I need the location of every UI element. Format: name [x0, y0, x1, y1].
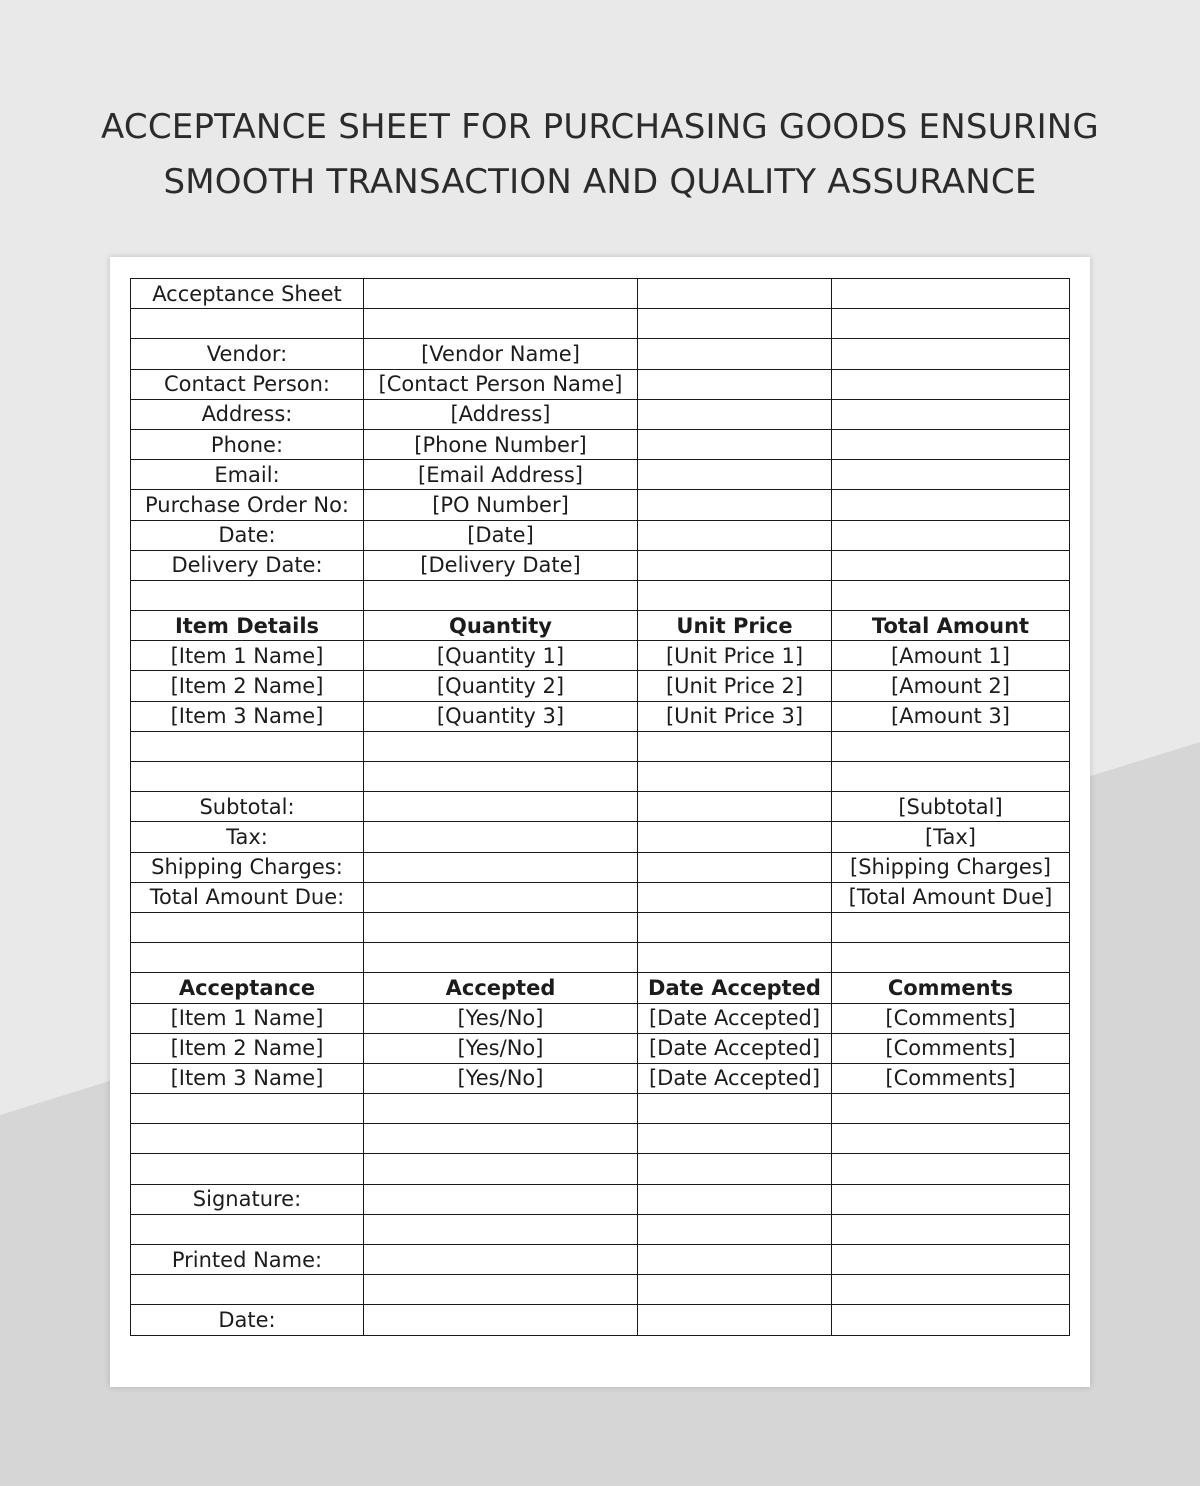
- contact-person-value[interactable]: [Contact Person Name]: [364, 369, 638, 399]
- accepted-value[interactable]: [Yes/No]: [364, 1033, 638, 1063]
- item-name[interactable]: [Item 3 Name]: [131, 701, 364, 731]
- vendor-label: Vendor:: [131, 339, 364, 369]
- sheet-heading: Acceptance Sheet: [131, 279, 364, 309]
- table-row: [131, 520, 1070, 550]
- total-amount-due-value[interactable]: [Total Amount Due]: [832, 882, 1070, 912]
- table-row-empty: [131, 1124, 1070, 1154]
- vendor-value[interactable]: [Vendor Name]: [364, 339, 638, 369]
- table-row-empty: [131, 1214, 1070, 1244]
- subtotal-label: Subtotal:: [131, 792, 364, 822]
- printed-name-field[interactable]: [364, 1245, 638, 1275]
- totals-row: [131, 792, 1070, 822]
- shipping-charges-label: Shipping Charges:: [131, 852, 364, 882]
- tax-value[interactable]: [Tax]: [832, 822, 1070, 852]
- table-row-empty: [131, 731, 1070, 761]
- item-name[interactable]: [Item 2 Name]: [131, 671, 364, 701]
- signature-label: Signature:: [131, 1184, 364, 1214]
- item-unit-price[interactable]: [Unit Price 1]: [638, 641, 832, 671]
- date-accepted-value[interactable]: [Date Accepted]: [638, 1033, 832, 1063]
- title-line-1: ACCEPTANCE SHEET FOR PURCHASING GOODS ENSURING: [101, 107, 1099, 147]
- acceptance-header-row: [131, 973, 1070, 1003]
- table-row-empty: [131, 1094, 1070, 1124]
- signoff-row: [131, 1184, 1070, 1214]
- table-row: [131, 279, 1070, 309]
- accepted-value[interactable]: [Yes/No]: [364, 1063, 638, 1093]
- acceptance-item-name[interactable]: [Item 3 Name]: [131, 1063, 364, 1093]
- item-unit-price[interactable]: [Unit Price 2]: [638, 671, 832, 701]
- subtotal-value[interactable]: [Subtotal]: [832, 792, 1070, 822]
- table-row: [131, 399, 1070, 429]
- comments-value[interactable]: [Comments]: [832, 1003, 1070, 1033]
- item-quantity[interactable]: [Quantity 1]: [364, 641, 638, 671]
- signoff-date-label: Date:: [131, 1305, 364, 1335]
- signoff-date-field[interactable]: [364, 1305, 638, 1335]
- acceptance-row: [131, 1003, 1070, 1033]
- table-row: [131, 460, 1070, 490]
- printed-name-label: Printed Name:: [131, 1245, 364, 1275]
- item-quantity[interactable]: [Quantity 3]: [364, 701, 638, 731]
- signoff-row: [131, 1245, 1070, 1275]
- item-amount[interactable]: [Amount 1]: [832, 641, 1070, 671]
- total-amount-due-label: Total Amount Due:: [131, 882, 364, 912]
- column-header-acceptance: Acceptance: [131, 973, 364, 1003]
- item-row: [131, 701, 1070, 731]
- date-accepted-value[interactable]: [Date Accepted]: [638, 1003, 832, 1033]
- item-row: [131, 641, 1070, 671]
- po-number-label: Purchase Order No:: [131, 490, 364, 520]
- column-header-unit-price: Unit Price: [638, 611, 832, 641]
- item-unit-price[interactable]: [Unit Price 3]: [638, 701, 832, 731]
- acceptance-item-name[interactable]: [Item 2 Name]: [131, 1033, 364, 1063]
- item-amount[interactable]: [Amount 3]: [832, 701, 1070, 731]
- table-row: [131, 550, 1070, 580]
- table-row-empty: [131, 762, 1070, 792]
- acceptance-item-name[interactable]: [Item 1 Name]: [131, 1003, 364, 1033]
- column-header-item-details: Item Details: [131, 611, 364, 641]
- address-value[interactable]: [Address]: [364, 399, 638, 429]
- signature-field[interactable]: [364, 1184, 638, 1214]
- signoff-row: [131, 1305, 1070, 1335]
- column-header-quantity: Quantity: [364, 611, 638, 641]
- table-row: [131, 339, 1070, 369]
- date-value[interactable]: [Date]: [364, 520, 638, 550]
- totals-row: [131, 852, 1070, 882]
- column-header-accepted: Accepted: [364, 973, 638, 1003]
- contact-person-label: Contact Person:: [131, 369, 364, 399]
- title-line-2: SMOOTH TRANSACTION AND QUALITY ASSURANCE: [163, 162, 1037, 202]
- item-quantity[interactable]: [Quantity 2]: [364, 671, 638, 701]
- tax-label: Tax:: [131, 822, 364, 852]
- table-row-empty: [131, 943, 1070, 973]
- delivery-date-value[interactable]: [Delivery Date]: [364, 550, 638, 580]
- table-row: [131, 490, 1070, 520]
- date-accepted-value[interactable]: [Date Accepted]: [638, 1063, 832, 1093]
- item-amount[interactable]: [Amount 2]: [832, 671, 1070, 701]
- table-row-empty: [131, 309, 1070, 339]
- totals-row: [131, 882, 1070, 912]
- table-row-empty: [131, 1154, 1070, 1184]
- po-number-value[interactable]: [PO Number]: [364, 490, 638, 520]
- date-label: Date:: [131, 520, 364, 550]
- comments-value[interactable]: [Comments]: [832, 1063, 1070, 1093]
- shipping-charges-value[interactable]: [Shipping Charges]: [832, 852, 1070, 882]
- phone-label: Phone:: [131, 429, 364, 459]
- item-row: [131, 671, 1070, 701]
- column-header-comments: Comments: [832, 973, 1070, 1003]
- phone-value[interactable]: [Phone Number]: [364, 429, 638, 459]
- column-header-date-accepted: Date Accepted: [638, 973, 832, 1003]
- table-row: [131, 369, 1070, 399]
- email-value[interactable]: [Email Address]: [364, 460, 638, 490]
- table-row-empty: [131, 580, 1070, 610]
- column-header-total-amount: Total Amount: [832, 611, 1070, 641]
- delivery-date-label: Delivery Date:: [131, 550, 364, 580]
- table-row-empty: [131, 912, 1070, 942]
- document-sheet: [110, 257, 1090, 1387]
- acceptance-row: [131, 1063, 1070, 1093]
- item-name[interactable]: [Item 1 Name]: [131, 641, 364, 671]
- acceptance-row: [131, 1033, 1070, 1063]
- address-label: Address:: [131, 399, 364, 429]
- page-title: [0, 100, 1200, 210]
- table-row: [131, 429, 1070, 459]
- email-label: Email:: [131, 460, 364, 490]
- comments-value[interactable]: [Comments]: [832, 1033, 1070, 1063]
- table-row-empty: [131, 1275, 1070, 1305]
- totals-row: [131, 822, 1070, 852]
- acceptance-table: [130, 278, 1070, 1336]
- items-header-row: [131, 611, 1070, 641]
- accepted-value[interactable]: [Yes/No]: [364, 1003, 638, 1033]
